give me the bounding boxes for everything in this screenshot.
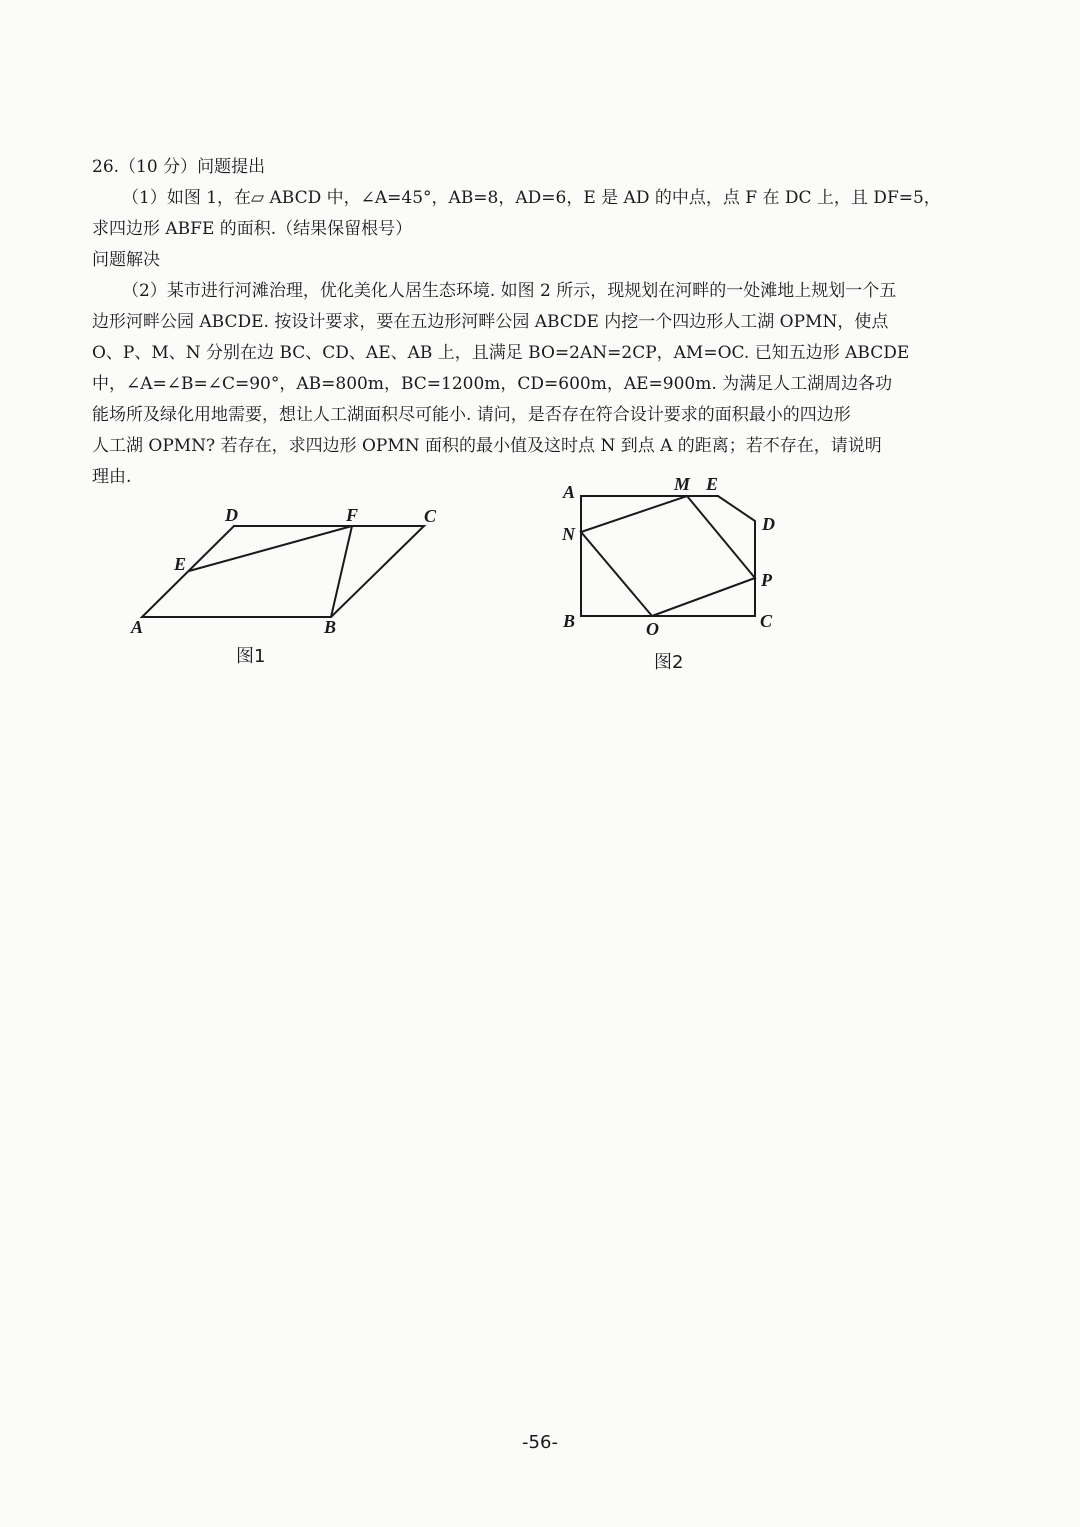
- point-b-label: B: [324, 617, 337, 637]
- point-a-label: A: [131, 617, 144, 637]
- problem-line: 人工湖 OPMN? 若存在，求四边形 OPMN 面积的最小值及这时点 N 到点 A 的距离；若不存在，请说明: [92, 436, 882, 456]
- problem-line: 理由.: [92, 467, 132, 487]
- point-p-label: P: [761, 570, 772, 590]
- problem-line: （2）某市进行河滩治理，优化美化人居生态环境. 如图 2 所示，现规划在河畔的一处滩地上规划一个五: [122, 281, 897, 301]
- point-f-label: F: [346, 505, 359, 525]
- problem-line: 中，∠A=∠B=∠C=90°，AB=800m，BC=1200m，CD=600m，AE=900m. 为满足人工湖周边各功: [92, 374, 893, 394]
- section-heading: 问题解决: [92, 250, 160, 270]
- problem-line: 边形河畔公园 ABCDE. 按设计要求，要在五边形河畔公园 ABCDE 内挖一个四边形人工湖 OPMN，使点: [92, 312, 889, 332]
- point-m-label: M: [674, 474, 691, 494]
- pentagon-abcde: [581, 496, 755, 616]
- point-o-label: O: [646, 619, 659, 639]
- problem-line: O、P、M、N 分别在边 BC、CD、AE、AB 上，且满足 BO=2AN=2CP，AM=OC. 已知五边形 ABCDE: [92, 343, 910, 363]
- point-e-label: E: [174, 554, 187, 574]
- figure-1-caption: 图1: [236, 646, 266, 667]
- pentagon-diagram: [0, 0, 1080, 700]
- point-c-label: C: [424, 506, 437, 526]
- problem-header: 26.（10 分）问题提出: [92, 157, 266, 177]
- point-d-label: D: [762, 514, 775, 534]
- quadrilateral-opmn: [581, 496, 755, 616]
- point-n-label: N: [562, 524, 575, 544]
- problem-line: 求四边形 ABFE 的面积.（结果保留根号）: [92, 219, 413, 239]
- problem-line: （1）如图 1，在▱ ABCD 中，∠A=45°，AB=8，AD=6，E 是 AD 的中点，点 F 在 DC 上，且 DF=5，: [122, 188, 941, 208]
- point-b-label: B: [563, 611, 576, 631]
- figure-2: [0, 0, 1080, 700]
- point-d-label: D: [225, 505, 238, 525]
- figure-2-caption: 图2: [654, 652, 684, 673]
- point-c-label: C: [760, 611, 773, 631]
- point-a-label: A: [563, 482, 576, 502]
- page-number: -56-: [522, 1432, 558, 1453]
- point-e-label: E: [706, 474, 719, 494]
- problem-line: 能场所及绿化用地需要，想让人工湖面积尽可能小. 请问，是否存在符合设计要求的面积最小的四边形: [92, 405, 851, 425]
